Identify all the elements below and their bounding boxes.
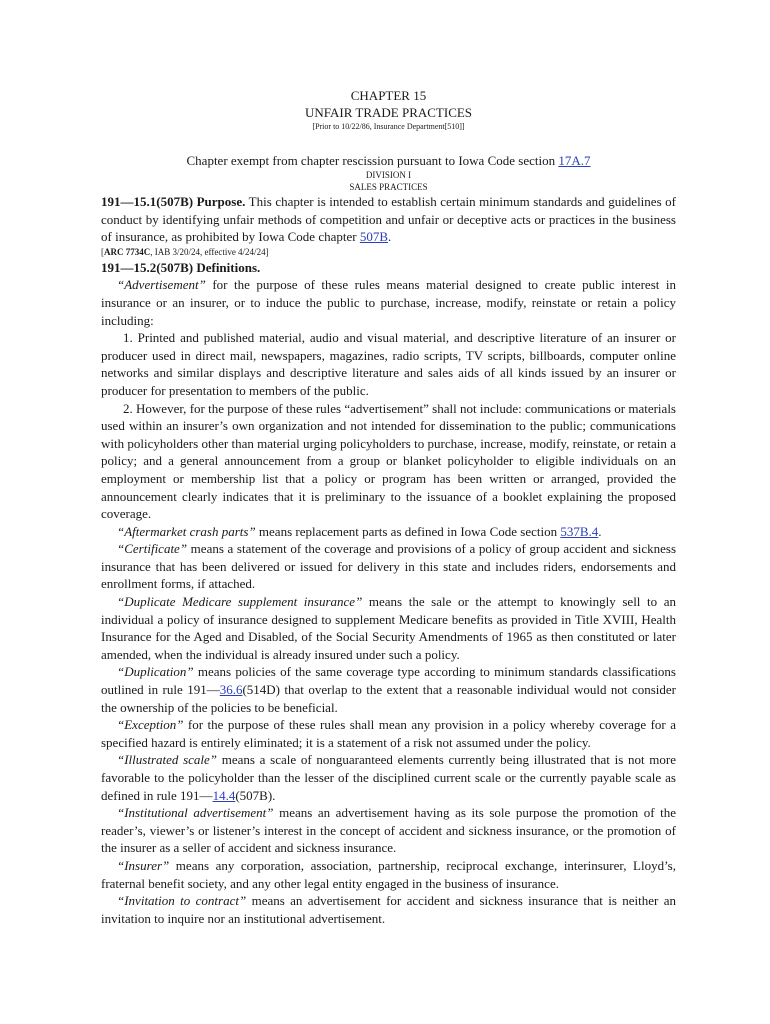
link-14-4[interactable]: 14.4 <box>212 787 236 803</box>
def-advertisement-text: for the purpose of these rules means material designed to create public interest in insurance or an insurer, or to induce the public to purchase, increase, modify, reinstate or retain a policy including: <box>101 277 676 328</box>
chapter-number: CHAPTER 15 <box>350 88 427 103</box>
chapter-title: UNFAIR TRADE PRACTICES <box>304 105 473 120</box>
arc-number: ARC 7734C <box>104 246 151 257</box>
rule-15-1-text: This chapter is intended to establish certain minimum standards and guidelines of conduct by identifying unfair methods of competition and unfair or deceptive acts or practices in the business of insurance, as prohibited by Iowa Code chapter <box>101 194 676 245</box>
def-certificate-text: means a statement of the coverage and provisions of a policy of group accident and sickness insurance that has been delivered or issued for delivery in this state and includes riders, endorsements and enrollment forms, if attached. <box>101 541 676 592</box>
rule-15-2-label: 191—15.2(507B) Definitions. <box>101 259 261 275</box>
arc-note-rest: , IAB 3/20/24, effective 4/24/24] <box>150 246 269 257</box>
rule-15-1 <box>101 193 676 246</box>
term-insurer: “Insurer” <box>117 857 170 873</box>
link-507b[interactable]: 507B <box>359 229 389 245</box>
def-invitation-to-contract-text: means an advertisement for accident and sickness insurance that is neither an invitation to inquire nor an institutional advertisement. <box>101 893 676 926</box>
arc-note <box>101 246 676 259</box>
exempt-text: Chapter exempt from chapter rescission pursuant to Iowa Code section <box>186 153 559 168</box>
def-illustrated-scale-end: (507B). <box>235 787 276 803</box>
arc-note-open: [ <box>101 246 104 257</box>
exempt-statement <box>101 152 676 169</box>
def-invitation-to-contract <box>101 892 676 927</box>
def-duplicate-medicare <box>101 593 676 663</box>
term-duplicate-medicare: “Duplicate Medicare supplement insurance” <box>117 594 363 610</box>
def-insurer <box>101 857 676 892</box>
def-exception <box>101 716 676 751</box>
def-aftermarket-text: means replacement parts as defined in Iowa Code section <box>255 523 561 539</box>
def-duplication <box>101 663 676 716</box>
def-advertisement-item-2: 2. However, for the purpose of these rules “advertisement” shall not include: communications or materials used within an insurer’s own organization and not intended for dissemination to the public; communications with policyholders other than material urging policyholders to purchase, increase, modify, reinstate, or retain a policy; and a general announcement from a group or blanket policyholder to eligible individuals on an employment or membership list that a policy or program has been written or arranged, provided the announcement clearly indicates that it is preliminary to the issuance of a booklet explaining the proposed coverage. <box>101 400 676 522</box>
def-exception-text: for the purpose of these rules shall mean any provision in a policy whereby coverage for a specified hazard is entirely eliminated; it is a statement of a risk not assumed under the policy. <box>101 717 676 750</box>
division-title: SALES PRACTICES <box>349 182 428 192</box>
term-certificate: “Certificate” <box>117 541 188 557</box>
def-aftermarket <box>101 523 676 541</box>
link-17a7[interactable]: 17A.7 <box>558 153 591 168</box>
term-institutional-advertisement: “Institutional advertisement” <box>117 805 274 821</box>
term-advertisement: “Advertisement” <box>117 277 206 293</box>
def-illustrated-scale <box>101 751 676 804</box>
term-aftermarket: “Aftermarket crash parts” <box>117 523 256 539</box>
def-institutional-advertisement-text: means an advertisement having as its sole purpose the promotion of the reader’s, viewer’s or listener’s interest in the concept of accident and sickness insurance, or the promotion of the insurer as a seller of accident and sickness insurance. <box>101 805 676 856</box>
def-aftermarket-end: . <box>598 523 602 539</box>
term-exception: “Exception” <box>117 717 184 733</box>
def-advertisement <box>101 276 676 329</box>
document-page <box>101 87 676 927</box>
term-invitation-to-contract: “Invitation to contract” <box>117 893 247 909</box>
link-537b4[interactable]: 537B.4 <box>560 523 599 539</box>
def-insurer-text: means any corporation, association, partnership, reciprocal exchange, interinsurer, Lloyd’s, fraternal benefit society, and any other legal entity engaged in the business of insurance. <box>101 857 676 891</box>
def-duplication-text: means policies of the same coverage type according to minimum standards classifications outlined in rule 191— <box>101 664 676 698</box>
rule-15-2-heading <box>101 259 676 277</box>
rule-15-1-label: 191—15.1(507B) Purpose. <box>101 194 246 209</box>
division-number: DIVISION I <box>365 170 412 180</box>
def-illustrated-scale-text: means a scale of nonguaranteed elements currently being illustrated that is not more favorable to the policyholder than the lesser of the disciplined current scale or the currently payable scale as defined in rule 191— <box>101 752 676 803</box>
def-duplicate-medicare-text: means the sale or the attempt to knowingly sell to an individual a policy of insurance designed to supplement Medicare benefits as provided in Title XVIII, Health Insurance for the Aged and Disabled, of the Social Security Amendments of 1965 as then constituted or later amended, when the individual is already insured under such a policy. <box>101 594 676 662</box>
prior-note: [Prior to 10/22/86, Insurance Department[510]] <box>312 122 465 131</box>
term-illustrated-scale: “Illustrated scale” <box>117 752 218 768</box>
def-institutional-advertisement <box>101 804 676 857</box>
link-36-6[interactable]: 36.6 <box>219 682 243 698</box>
def-certificate <box>101 540 676 593</box>
rule-15-1-end: . <box>388 229 392 245</box>
def-duplication-end: (514D) that overlap to the extent that a reasonable individual would not consider the ownership of the policies to be beneficial. <box>101 682 676 715</box>
term-duplication: “Duplication” <box>117 664 194 680</box>
def-advertisement-item-1: 1. Printed and published material, audio and visual material, and descriptive literature of an insurer or producer used in direct mail, newspapers, magazines, radio scripts, TV scripts, billboards, computer online networks and similar displays and descriptive literature and sales aids of all kinds issued by an insurer or producer for presentation to members of the public. <box>101 330 676 398</box>
